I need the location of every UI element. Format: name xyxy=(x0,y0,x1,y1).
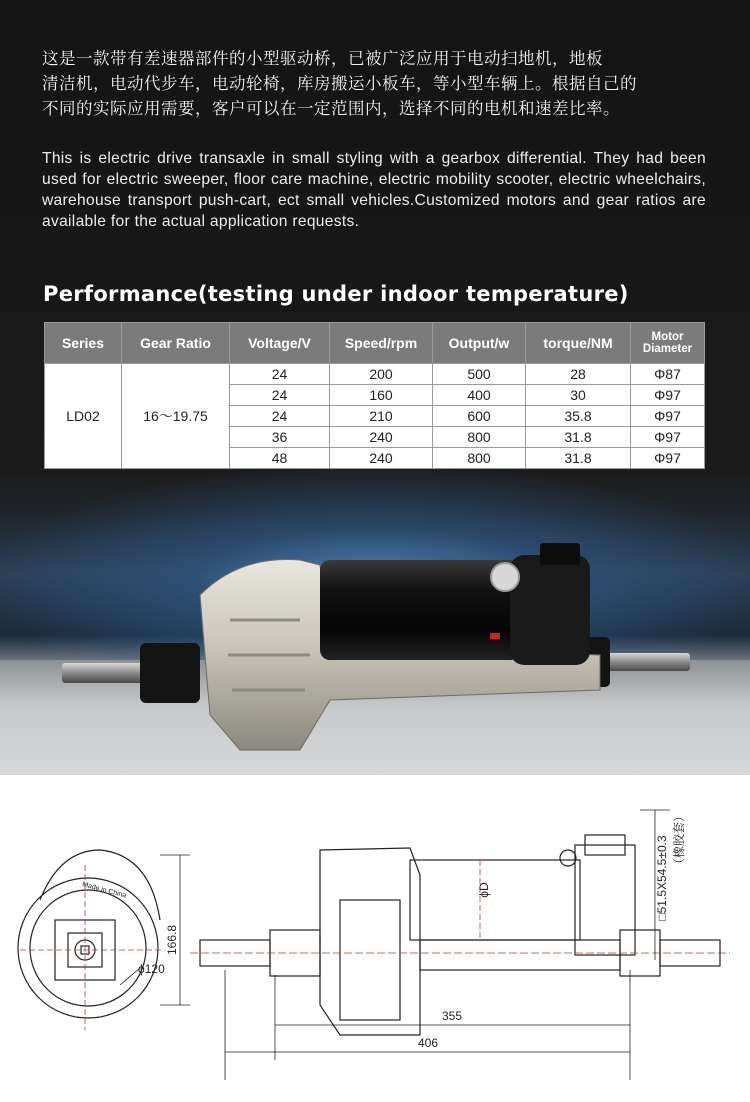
cell-torque: 35.8 xyxy=(526,406,631,427)
cell-diameter: Φ97 xyxy=(631,385,705,406)
cell-diameter: Φ97 xyxy=(631,406,705,427)
cell-output: 800 xyxy=(433,427,526,448)
cell-output: 400 xyxy=(433,385,526,406)
header-gear-ratio: Gear Ratio xyxy=(122,323,230,364)
english-description: This is electric drive transaxle in small styling with a gearbox differential. They had been used for electric sweeper, floor care machine, electric mobility scooter, electric wheelchairs, warehouse transport push-cart, ect small vehicles.Customized motors and gear ratios are available for the actual application requests. xyxy=(42,150,706,230)
cell-gear-ratio: 16～19.75 xyxy=(122,364,230,469)
cell-speed: 240 xyxy=(330,448,433,469)
transaxle-photo xyxy=(0,525,750,775)
cell-voltage: 48 xyxy=(230,448,330,469)
cell-output: 800 xyxy=(433,448,526,469)
cell-output: 500 xyxy=(433,364,526,385)
cell-diameter: Φ87 xyxy=(631,364,705,385)
performance-title: Performance(testing under indoor temperature) xyxy=(43,282,629,306)
cell-diameter: Φ97 xyxy=(631,427,705,448)
table-row xyxy=(45,364,705,385)
cell-torque: 28 xyxy=(526,364,631,385)
cell-voltage: 24 xyxy=(230,406,330,427)
chinese-line-1: 这是一款带有差速器部件的小型驱动桥，已被广泛应用于电动扫地机，地板 xyxy=(42,49,603,68)
width-inner-dimension: 355 xyxy=(441,1009,463,1023)
width-total-dimension: 406 xyxy=(417,1036,439,1050)
chinese-description xyxy=(42,46,712,121)
front-view xyxy=(190,810,730,1080)
diameter-dimension: ϕ120 xyxy=(138,962,165,976)
chinese-line-3: 不同的实际应用需要，客户可以在一定范围内，选择不同的电机和速差比率。 xyxy=(42,99,620,118)
cell-series: LD02 xyxy=(45,364,122,469)
cell-voltage: 36 xyxy=(230,427,330,448)
header-motor-diameter: Motor Diameter xyxy=(631,323,705,364)
chinese-line-2: 清洁机，电动代步车，电动轮椅，库房搬运小板车，等小型车辆上。根据自己的 xyxy=(42,74,637,93)
header-output: Output/w xyxy=(433,323,526,364)
shaft-dimension: □51.5X54.5±0.3 xyxy=(655,835,669,921)
cell-speed: 160 xyxy=(330,385,433,406)
header-series: Series xyxy=(45,323,122,364)
header-voltage: Voltage/V xyxy=(230,323,330,364)
cell-torque: 31.8 xyxy=(526,427,631,448)
cell-output: 600 xyxy=(433,406,526,427)
cell-voltage: 24 xyxy=(230,364,330,385)
cell-speed: 210 xyxy=(330,406,433,427)
header-torque: torque/NM xyxy=(526,323,631,364)
cell-torque: 30 xyxy=(526,385,631,406)
table-header-row xyxy=(45,323,705,364)
cell-diameter: Φ97 xyxy=(631,448,705,469)
height-dimension: 166.8 xyxy=(165,924,179,956)
header-speed: Speed/rpm xyxy=(330,323,433,364)
performance-table xyxy=(44,322,705,469)
motor-diameter-label: ϕD xyxy=(477,882,491,898)
cell-speed: 240 xyxy=(330,427,433,448)
housing-label: Made in China xyxy=(81,881,127,900)
technical-drawing xyxy=(0,780,750,1102)
cell-speed: 200 xyxy=(330,364,433,385)
cell-voltage: 24 xyxy=(230,385,330,406)
cell-torque: 31.8 xyxy=(526,448,631,469)
shaft-note: （橡胶套） xyxy=(672,809,686,871)
